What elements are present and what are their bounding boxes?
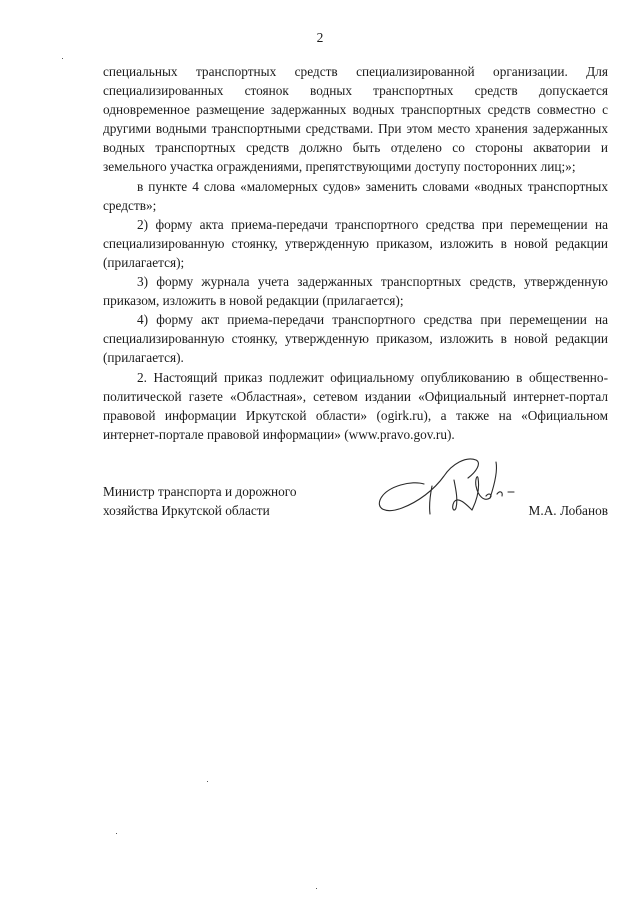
- scan-speck: [116, 833, 117, 834]
- scan-speck: [62, 58, 63, 59]
- signatory-position: [103, 482, 363, 520]
- signatory-name: М.А. Лобанов: [528, 503, 608, 518]
- signature-block: [103, 482, 608, 542]
- paragraph-item-4: в пункте 4 слова «маломерных судов» заменить словами «водных транспортных средств»;: [103, 178, 608, 213]
- document-body: [103, 62, 608, 444]
- page-number: 2: [316, 30, 324, 45]
- signatory-position-line-1: Министр транспорта и дорожного: [103, 484, 297, 499]
- paragraph-form-journal: 3) форму журнала учета задержанных транспортных средств, утвержденную приказом, изложить в новой редакции (прилагается);: [103, 274, 608, 309]
- scan-speck: [207, 781, 208, 782]
- scan-speck: [316, 888, 317, 889]
- signatory-position-line-2: хозяйства Иркутской области: [103, 503, 270, 519]
- paragraph-publication: 2. Настоящий приказ подлежит официальному опубликованию в общественно-политической газете «Областная», сетевом издании «Официальный интернет-портал правовой информации Иркутской области» (ogirk.ru), а также на «Официальном интернет-портале правовой информации» (www.pravo.gov.ru).: [103, 369, 608, 442]
- paragraph-form-act-transfer: 4) форму акт приема-передачи транспортного средства при перемещении на специализированную стоянку, утвержденную приказом, изложить в новой редакции (прилагается).: [103, 312, 608, 366]
- paragraph-continuation: специальных транспортных средств специализированной организации. Для специализированных стоянок водных транспортных средств допускается одновременное размещение задержанных водных транспортных средств совместно с другими водными транспортными средствами. При этом место хранения задержанных водных транспортных средств должно быть отделено со стороны акватории и земельного участка ограждениями, препятствующими доступу посторонних лиц;»;: [103, 64, 608, 175]
- paragraph-form-act: 2) форму акта приема-передачи транспортного средства при перемещении на специализированную стоянку, утвержденную приказом, изложить в новой редакции (прилагается);: [103, 216, 608, 270]
- handwritten-signature-icon: [372, 450, 522, 525]
